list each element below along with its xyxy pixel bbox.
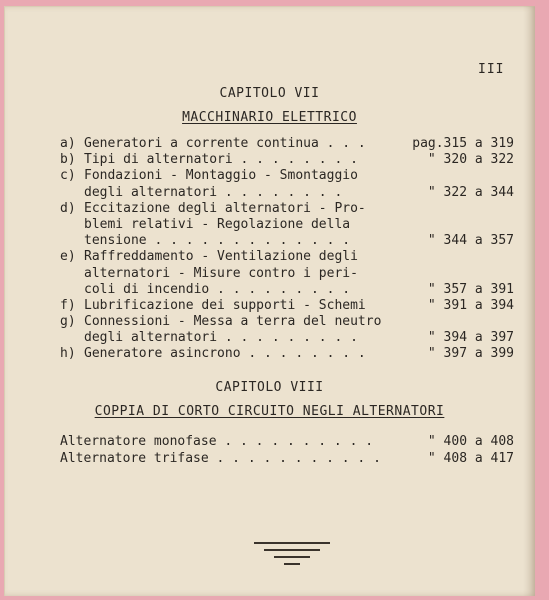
- toc-entry-pages: " 357 a 391: [427, 281, 514, 297]
- toc-entry-text: Eccitazione degli alternatori - Pro-: [84, 200, 366, 216]
- chapter-7-heading: CAPITOLO VII: [219, 86, 320, 101]
- toc-entry-label: a): [60, 136, 76, 151]
- toc-entry-line: [60, 297, 514, 314]
- toc-entry-text: Alternatore trifase . . . . . . . . . . .: [60, 451, 381, 466]
- toc-entry-label: d): [60, 200, 76, 216]
- toc-entry-text: blemi relativi - Regolazione della: [84, 216, 351, 232]
- page-number: III: [478, 62, 505, 77]
- toc-entry-line: [60, 314, 382, 330]
- toc-entry-text: degli alternatori . . . . . . . .: [84, 184, 343, 200]
- closing-ornament: [254, 542, 330, 570]
- toc-entry-label: b): [60, 152, 76, 168]
- toc-entry-text: Generatori a corrente continua . . .: [84, 136, 366, 151]
- toc-entry-pages: " 320 a 322: [427, 152, 514, 168]
- toc-entry-text: alternatori - Misure contro i peri-: [84, 265, 358, 281]
- toc-entry-pages: " 400 a 408: [427, 434, 514, 449]
- toc-entry-line: [60, 249, 358, 265]
- toc-entry-pages: " 322 a 344: [427, 184, 514, 200]
- toc-entry-line: [60, 233, 514, 249]
- toc-entry-text: Generatore asincrono . . . . . . . .: [84, 346, 366, 362]
- toc-entry-line: [60, 168, 358, 184]
- toc-entry-line: [60, 184, 514, 201]
- toc-entry-text: Raffreddamento - Ventilazione degli: [84, 249, 358, 265]
- toc-entry-pages: " 344 a 357: [427, 233, 514, 249]
- toc-entry-line: [60, 346, 514, 362]
- toc-entry-pages: " 408 a 417: [427, 451, 514, 466]
- book-page: [4, 6, 535, 596]
- toc-entry-text: coli di incendio . . . . . . . . .: [84, 281, 351, 297]
- toc-entry-text: tensione . . . . . . . . . . . . .: [84, 233, 351, 249]
- toc-entry-text: Alternatore monofase . . . . . . . . . .: [60, 434, 374, 449]
- toc-entry-line: [60, 152, 514, 168]
- chapter-8-title: COPPIA DI CORTO CIRCUITO NEGLI ALTERNATORI: [94, 404, 445, 419]
- toc-entry-line: [60, 136, 514, 152]
- chapter-8-heading: CAPITOLO VIII: [215, 380, 324, 395]
- toc-entry-line: [60, 216, 351, 233]
- toc-entry-pages: " 394 a 397: [427, 330, 514, 346]
- toc-entry-line: [60, 265, 358, 282]
- chapter-7-contents: [60, 136, 514, 363]
- toc-entry-label: f): [60, 297, 76, 313]
- toc-entry-label: e): [60, 249, 76, 265]
- toc-entry-pages: " 397 a 399: [427, 346, 514, 362]
- chapter-7-title: MACCHINARIO ELETTRICO: [182, 110, 357, 125]
- toc-entry-label: c): [60, 168, 76, 184]
- toc-entry-line: [60, 330, 514, 346]
- toc-entry-label: g): [60, 314, 76, 330]
- toc-entry-pages: pag.315 a 319: [412, 136, 514, 151]
- toc-entry-line: [60, 281, 514, 298]
- toc-entry-label: h): [60, 346, 76, 362]
- toc-entry-text: Tipi di alternatori . . . . . . . .: [84, 152, 358, 168]
- toc-entry-line: [60, 200, 366, 217]
- toc-entry-text: Lubrificazione dei supporti - Schemi: [84, 297, 366, 313]
- toc-entry-pages: " 391 a 394: [427, 297, 514, 313]
- toc-entry-text: degli alternatori . . . . . . . . .: [84, 330, 358, 346]
- toc-entry-text: Connessioni - Messa a terra del neutro: [84, 314, 382, 330]
- toc-entry-text: Fondazioni - Montaggio - Smontaggio: [84, 168, 358, 184]
